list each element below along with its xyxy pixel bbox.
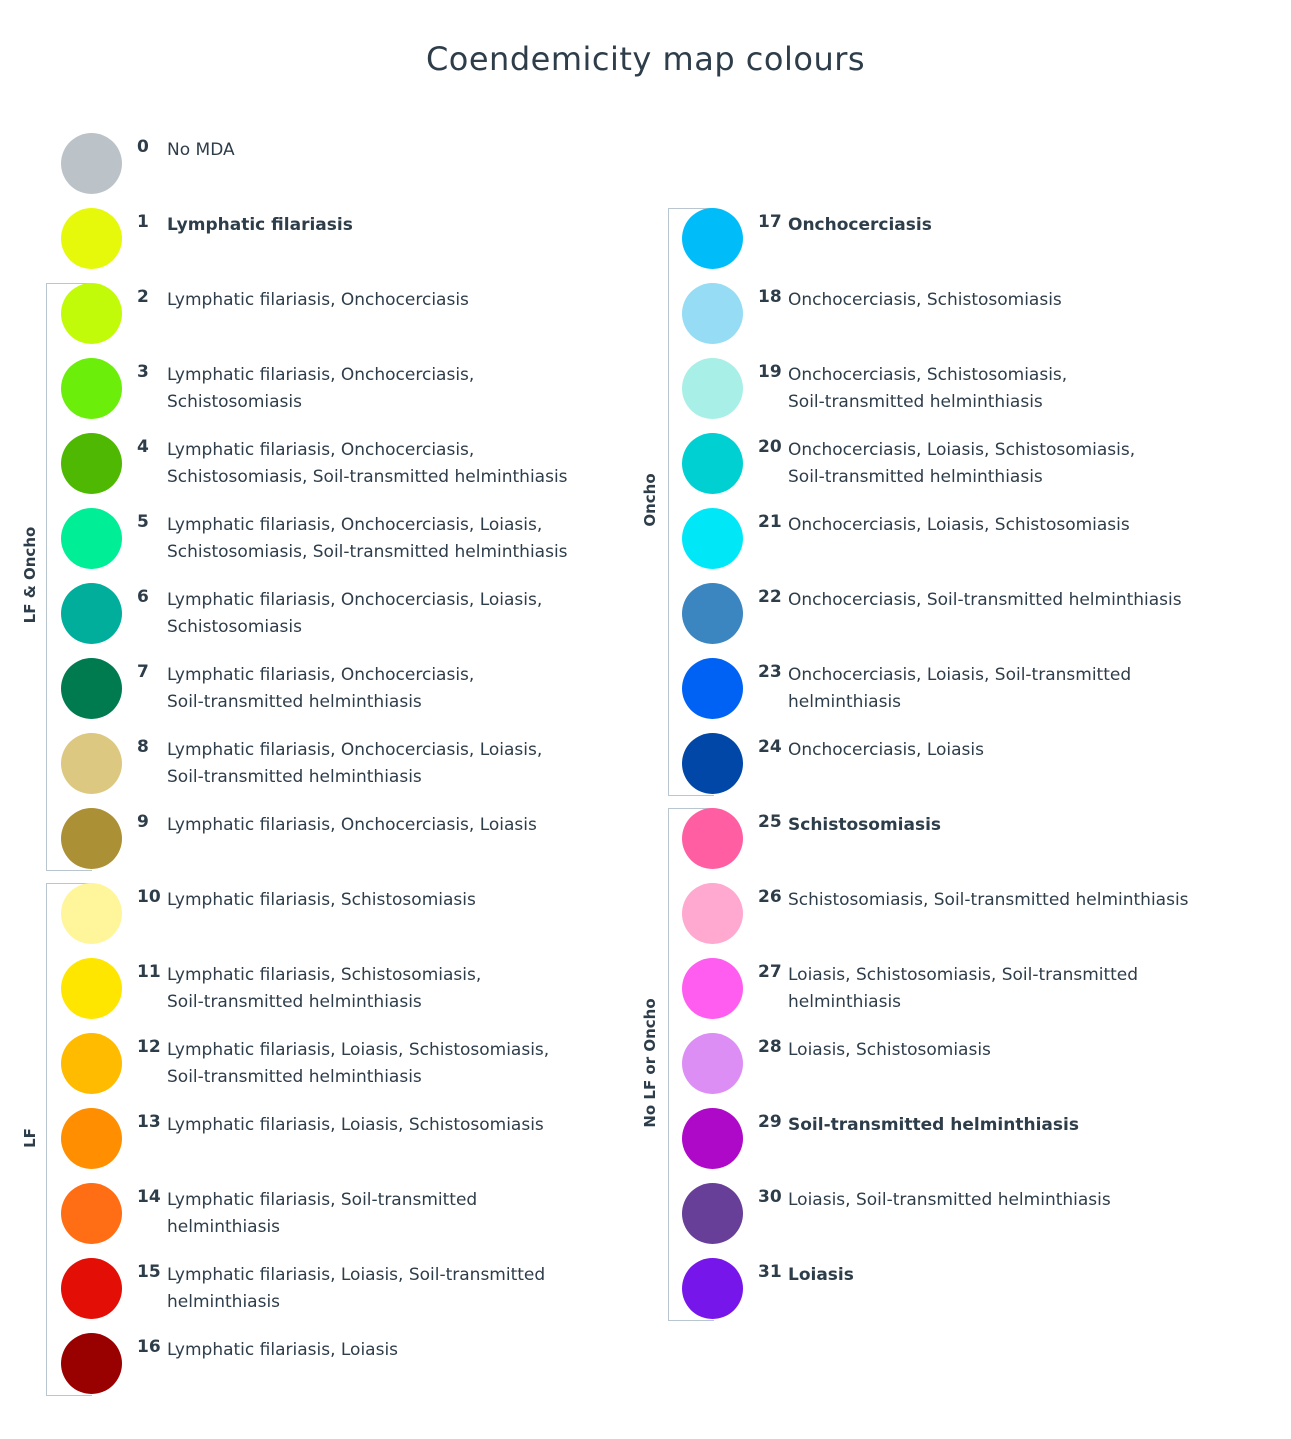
legend-number: 20 — [758, 437, 782, 457]
legend-label — [167, 137, 235, 164]
color-swatch — [61, 1108, 122, 1169]
color-swatch — [61, 358, 122, 419]
legend-label-line-1: Lymphatic filariasis, Onchocerciasis, Loiasis — [167, 815, 537, 835]
legend-label-line-2: Soil-transmitted helminthiasis — [167, 692, 422, 712]
legend-number: 16 — [137, 1337, 161, 1357]
legend-number: 7 — [137, 662, 149, 682]
color-swatch — [682, 1258, 743, 1319]
legend-label-line-2: Soil-transmitted helminthiasis — [167, 1067, 422, 1087]
legend-label — [788, 212, 932, 239]
legend-number: 15 — [137, 1262, 161, 1282]
legend-number: 11 — [137, 962, 161, 982]
color-swatch — [682, 508, 743, 569]
legend-label-line-1: Loiasis, Schistosomiasis — [788, 1040, 991, 1060]
color-swatch — [682, 358, 743, 419]
legend-label-line-1: Schistosomiasis, Soil-transmitted helminthiasis — [788, 890, 1189, 910]
legend-label-line-1: Lymphatic filariasis, Onchocerciasis — [167, 290, 469, 310]
color-swatch — [682, 1183, 743, 1244]
color-swatch — [61, 733, 122, 794]
legend-number: 21 — [758, 512, 782, 532]
legend-label-line-1: Lymphatic filariasis, Onchocerciasis, — [167, 665, 475, 685]
legend-label-line-1: Lymphatic filariasis, Soil-transmitted — [167, 1190, 478, 1210]
legend-label-line-1: Lymphatic filariasis, Schistosomiasis — [167, 890, 476, 910]
legend-label-line-1: Loiasis — [788, 1265, 854, 1285]
color-swatch — [682, 658, 743, 719]
legend-number: 8 — [137, 737, 149, 757]
legend-label-line-2: Schistosomiasis, Soil-transmitted helminthiasis — [167, 467, 568, 487]
color-swatch — [61, 1333, 122, 1394]
color-swatch — [61, 283, 122, 344]
color-swatch — [61, 1033, 122, 1094]
color-swatch — [682, 808, 743, 869]
legend-number: 29 — [758, 1112, 782, 1132]
legend-label — [167, 362, 474, 416]
legend-number: 5 — [137, 512, 149, 532]
legend-label — [167, 1037, 549, 1091]
legend-label-line-1: Schistosomiasis — [788, 815, 942, 835]
color-swatch — [682, 1108, 743, 1169]
legend-label-line-2: helminthiasis — [167, 1292, 281, 1312]
legend-label-line-1: Lymphatic filariasis, Onchocerciasis, — [167, 365, 475, 385]
legend-label — [167, 962, 481, 1016]
legend-number: 30 — [758, 1187, 782, 1207]
color-swatch — [61, 883, 122, 944]
color-swatch — [61, 808, 122, 869]
legend-number: 1 — [137, 212, 149, 232]
legend-number: 17 — [758, 212, 782, 232]
color-swatch — [61, 958, 122, 1019]
legend-label-line-1: Lymphatic filariasis, Onchocerciasis, Loiasis, — [167, 590, 543, 610]
legend-label — [167, 1112, 544, 1139]
color-swatch — [61, 208, 122, 269]
legend-label-line-2: helminthiasis — [788, 992, 902, 1012]
legend-label — [167, 737, 542, 791]
legend-label — [788, 512, 1130, 539]
legend-label — [788, 587, 1182, 614]
legend-label-line-2: Soil-transmitted helminthiasis — [167, 767, 422, 787]
legend-label-line-2: helminthiasis — [167, 1217, 281, 1237]
legend-label-line-1: Onchocerciasis, Loiasis, Schistosomiasis, — [788, 440, 1136, 460]
legend-number: 6 — [137, 587, 149, 607]
legend-label-line-1: Lymphatic filariasis, Onchocerciasis, Loiasis, — [167, 740, 543, 760]
legend-label-line-1: Lymphatic filariasis, Onchocerciasis, — [167, 440, 475, 460]
legend-label-line-1: Onchocerciasis, Soil-transmitted helminthiasis — [788, 590, 1182, 610]
legend-label-line-2: Schistosomiasis — [167, 392, 302, 412]
color-swatch — [682, 733, 743, 794]
legend-label — [167, 1337, 398, 1364]
legend-label-line-1: Soil-transmitted helminthiasis — [788, 1115, 1079, 1135]
legend-number: 0 — [137, 137, 149, 157]
legend-number: 23 — [758, 662, 782, 682]
legend-label-line-2: Soil-transmitted helminthiasis — [788, 392, 1043, 412]
legend-label-line-1: Lymphatic filariasis, Schistosomiasis, — [167, 965, 482, 985]
legend-label — [788, 1112, 1079, 1139]
legend-label — [167, 812, 537, 839]
legend-number: 25 — [758, 812, 782, 832]
legend-number: 18 — [758, 287, 782, 307]
legend-number: 12 — [137, 1037, 161, 1057]
legend-label — [788, 437, 1135, 491]
legend-label-line-2: Schistosomiasis — [167, 617, 302, 637]
legend-label — [167, 512, 568, 566]
legend-label — [788, 1262, 854, 1289]
legend-number: 10 — [137, 887, 161, 907]
legend-label — [167, 437, 568, 491]
legend-label-line-1: No MDA — [167, 140, 235, 160]
group-label-lf: LF — [21, 1128, 39, 1148]
legend-label-line-1: Onchocerciasis, Schistosomiasis, — [788, 365, 1068, 385]
legend-label-line-2: Schistosomiasis, Soil-transmitted helminthiasis — [167, 542, 568, 562]
legend-label-line-1: Lymphatic filariasis, Loiasis, Soil-transmitted — [167, 1265, 546, 1285]
group-label-no-lf-oncho: No LF or Oncho — [641, 998, 659, 1128]
legend-number: 14 — [137, 1187, 161, 1207]
color-swatch — [61, 583, 122, 644]
group-label-lf-oncho: LF & Oncho — [21, 526, 39, 624]
legend-label-line-1: Onchocerciasis, Schistosomiasis — [788, 290, 1062, 310]
legend-number: 27 — [758, 962, 782, 982]
legend-label-line-1: Lymphatic filariasis, Onchocerciasis, Loiasis, — [167, 515, 543, 535]
legend-label — [167, 887, 476, 914]
legend-number: 22 — [758, 587, 782, 607]
legend-label — [167, 1262, 545, 1316]
color-swatch — [682, 583, 743, 644]
legend-label-line-1: Onchocerciasis, Loiasis, Soil-transmitted — [788, 665, 1132, 685]
legend-label — [788, 812, 941, 839]
legend-label — [788, 887, 1189, 914]
legend-label-line-1: Lymphatic filariasis, Loiasis, Schistosomiasis, — [167, 1040, 550, 1060]
legend-label — [788, 1037, 991, 1064]
legend-label — [788, 662, 1131, 716]
legend-label — [788, 287, 1062, 314]
legend-label-line-1: Lymphatic filariasis — [167, 215, 353, 235]
legend-label-line-2: helminthiasis — [788, 692, 902, 712]
legend-label-line-1: Onchocerciasis, Loiasis, Schistosomiasis — [788, 515, 1130, 535]
legend-label — [167, 662, 474, 716]
color-swatch — [61, 1258, 122, 1319]
legend-label — [788, 362, 1067, 416]
legend-label-line-1: Onchocerciasis — [788, 215, 932, 235]
page-title: Coendemicity map colours — [425, 40, 866, 78]
legend-number: 31 — [758, 1262, 782, 1282]
legend-label-line-1: Lymphatic filariasis, Loiasis — [167, 1340, 399, 1360]
legend-number: 9 — [137, 812, 149, 832]
color-swatch — [61, 1183, 122, 1244]
color-swatch — [682, 208, 743, 269]
legend-number: 2 — [137, 287, 149, 307]
legend-number: 24 — [758, 737, 782, 757]
color-swatch — [682, 1033, 743, 1094]
legend-label — [167, 587, 542, 641]
legend-label-line-1: Lymphatic filariasis, Loiasis, Schistosomiasis — [167, 1115, 544, 1135]
legend-label — [167, 287, 469, 314]
legend-label-line-2: Soil-transmitted helminthiasis — [788, 467, 1043, 487]
color-swatch — [61, 658, 122, 719]
legend-number: 28 — [758, 1037, 782, 1057]
legend-label — [788, 737, 984, 764]
color-swatch — [61, 508, 122, 569]
color-swatch — [682, 433, 743, 494]
legend-label-line-2: Soil-transmitted helminthiasis — [167, 992, 422, 1012]
color-swatch — [682, 883, 743, 944]
legend-label — [788, 962, 1138, 1016]
legend-number: 26 — [758, 887, 782, 907]
color-swatch — [682, 283, 743, 344]
color-swatch — [682, 958, 743, 1019]
legend-label-line-1: Loiasis, Schistosomiasis, Soil-transmitted — [788, 965, 1139, 985]
legend-number: 13 — [137, 1112, 161, 1132]
color-swatch — [61, 133, 122, 194]
legend-label-line-1: Onchocerciasis, Loiasis — [788, 740, 984, 760]
legend-number: 3 — [137, 362, 149, 382]
legend-label-line-1: Loiasis, Soil-transmitted helminthiasis — [788, 1190, 1111, 1210]
legend-label — [167, 212, 353, 239]
legend-number: 4 — [137, 437, 149, 457]
legend-number: 19 — [758, 362, 782, 382]
legend-label — [167, 1187, 477, 1241]
color-swatch — [61, 433, 122, 494]
group-label-oncho: Oncho — [641, 473, 659, 527]
legend-label — [788, 1187, 1111, 1214]
